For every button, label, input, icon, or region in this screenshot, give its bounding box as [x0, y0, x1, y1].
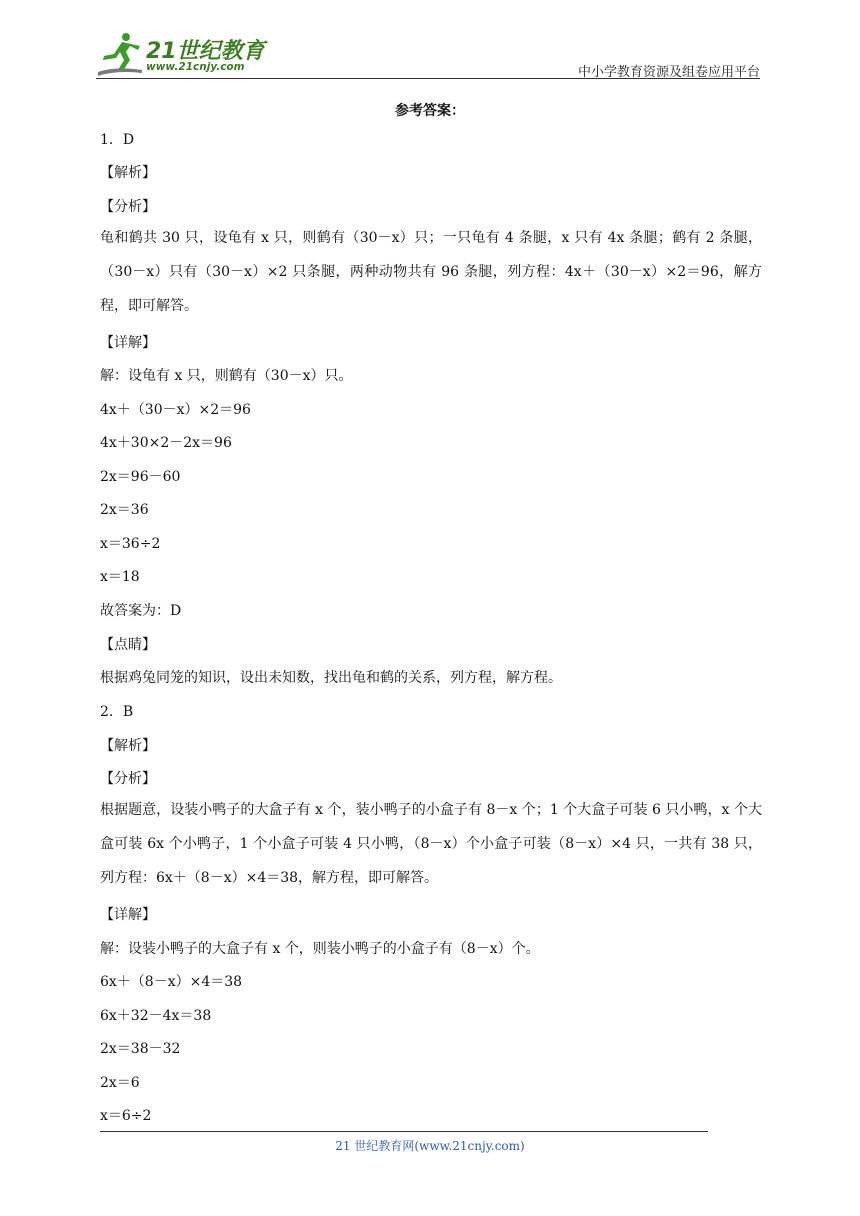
- q2-step: 2x＝6: [100, 1075, 140, 1091]
- q1-jiexi-label: 【解析】: [100, 165, 156, 181]
- q1-analysis: 龟和鹤共 30 只，设龟有 x 只，则鹤有（30－x）只；一只龟有 4 条腿，x 只有 4x 条腿；鹤有 2 条腿，（30－x）只有（30－x）×2 只条腿，两种动物共有 96 条腿，列方程：4x＋（30－x）×2＝96，解方程，即可解答。: [100, 230, 762, 314]
- runner-logo-icon: [96, 30, 144, 78]
- q1-xiangjie-label: 【详解】: [100, 335, 156, 351]
- q1-step: 解：设龟有 x 只，则鹤有（30－x）只。: [100, 368, 353, 384]
- logo-url: www.21cnjy.com: [146, 61, 245, 73]
- q1-summary: 根据鸡兔同笼的知识，设出未知数，找出龟和鹤的关系，列方程，解方程。: [100, 670, 562, 686]
- q2-step: 2x＝38－32: [100, 1041, 181, 1057]
- q1-fenxi-label: 【分析】: [100, 199, 156, 215]
- platform-name: 中小学教育资源及组卷应用平台: [577, 65, 760, 80]
- q1-conclusion: 故答案为：D: [100, 603, 182, 619]
- q2-fenxi-label: 【分析】: [100, 771, 156, 787]
- footer-divider: [100, 1131, 708, 1132]
- page-footer: 21 世纪教育网(www.21cnjy.com): [335, 1139, 525, 1153]
- q1-answer: 1．D: [100, 132, 135, 148]
- logo-text: 21世纪教育: [146, 39, 265, 64]
- q2-step: 6x＋32－4x＝38: [100, 1008, 212, 1024]
- q2-step: x＝6÷2: [100, 1108, 152, 1124]
- q1-step: 2x＝96－60: [100, 469, 181, 485]
- q2-xiangjie-label: 【详解】: [100, 907, 156, 923]
- q1-step: x＝18: [100, 569, 140, 585]
- page-title: 参考答案：: [395, 103, 465, 119]
- page-header: [96, 30, 760, 80]
- q2-analysis: 根据题意，设装小鸭子的大盒子有 x 个，装小鸭子的小盒子有 8－x 个；1 个大盒子可装 6 只小鸭，x 个大盒可装 6x 个小鸭子，1 个小盒子可装 4 只小鸭，（8－x）个小盒子可装（8－x）×4 只，一共有 38 只，列方程：6x＋（8－x）×4＝38，解方程，即可解答。: [100, 802, 762, 886]
- q2-answer: 2．B: [100, 704, 134, 720]
- q2-step: 6x＋（8－x）×4＝38: [100, 974, 243, 990]
- header-divider: [96, 78, 760, 79]
- q1-step: 4x＋30×2－2x＝96: [100, 435, 232, 451]
- q1-step: x＝36÷2: [100, 536, 161, 552]
- logo: [96, 30, 266, 78]
- q1-step: 4x＋（30－x）×2＝96: [100, 402, 251, 418]
- q2-step: 解：设装小鸭子的大盒子有 x 个，则装小鸭子的小盒子有（8－x）个。: [100, 941, 540, 957]
- q1-dianjing-label: 【点睛】: [100, 637, 156, 653]
- q1-step: 2x＝36: [100, 502, 149, 518]
- q2-jiexi-label: 【解析】: [100, 738, 156, 754]
